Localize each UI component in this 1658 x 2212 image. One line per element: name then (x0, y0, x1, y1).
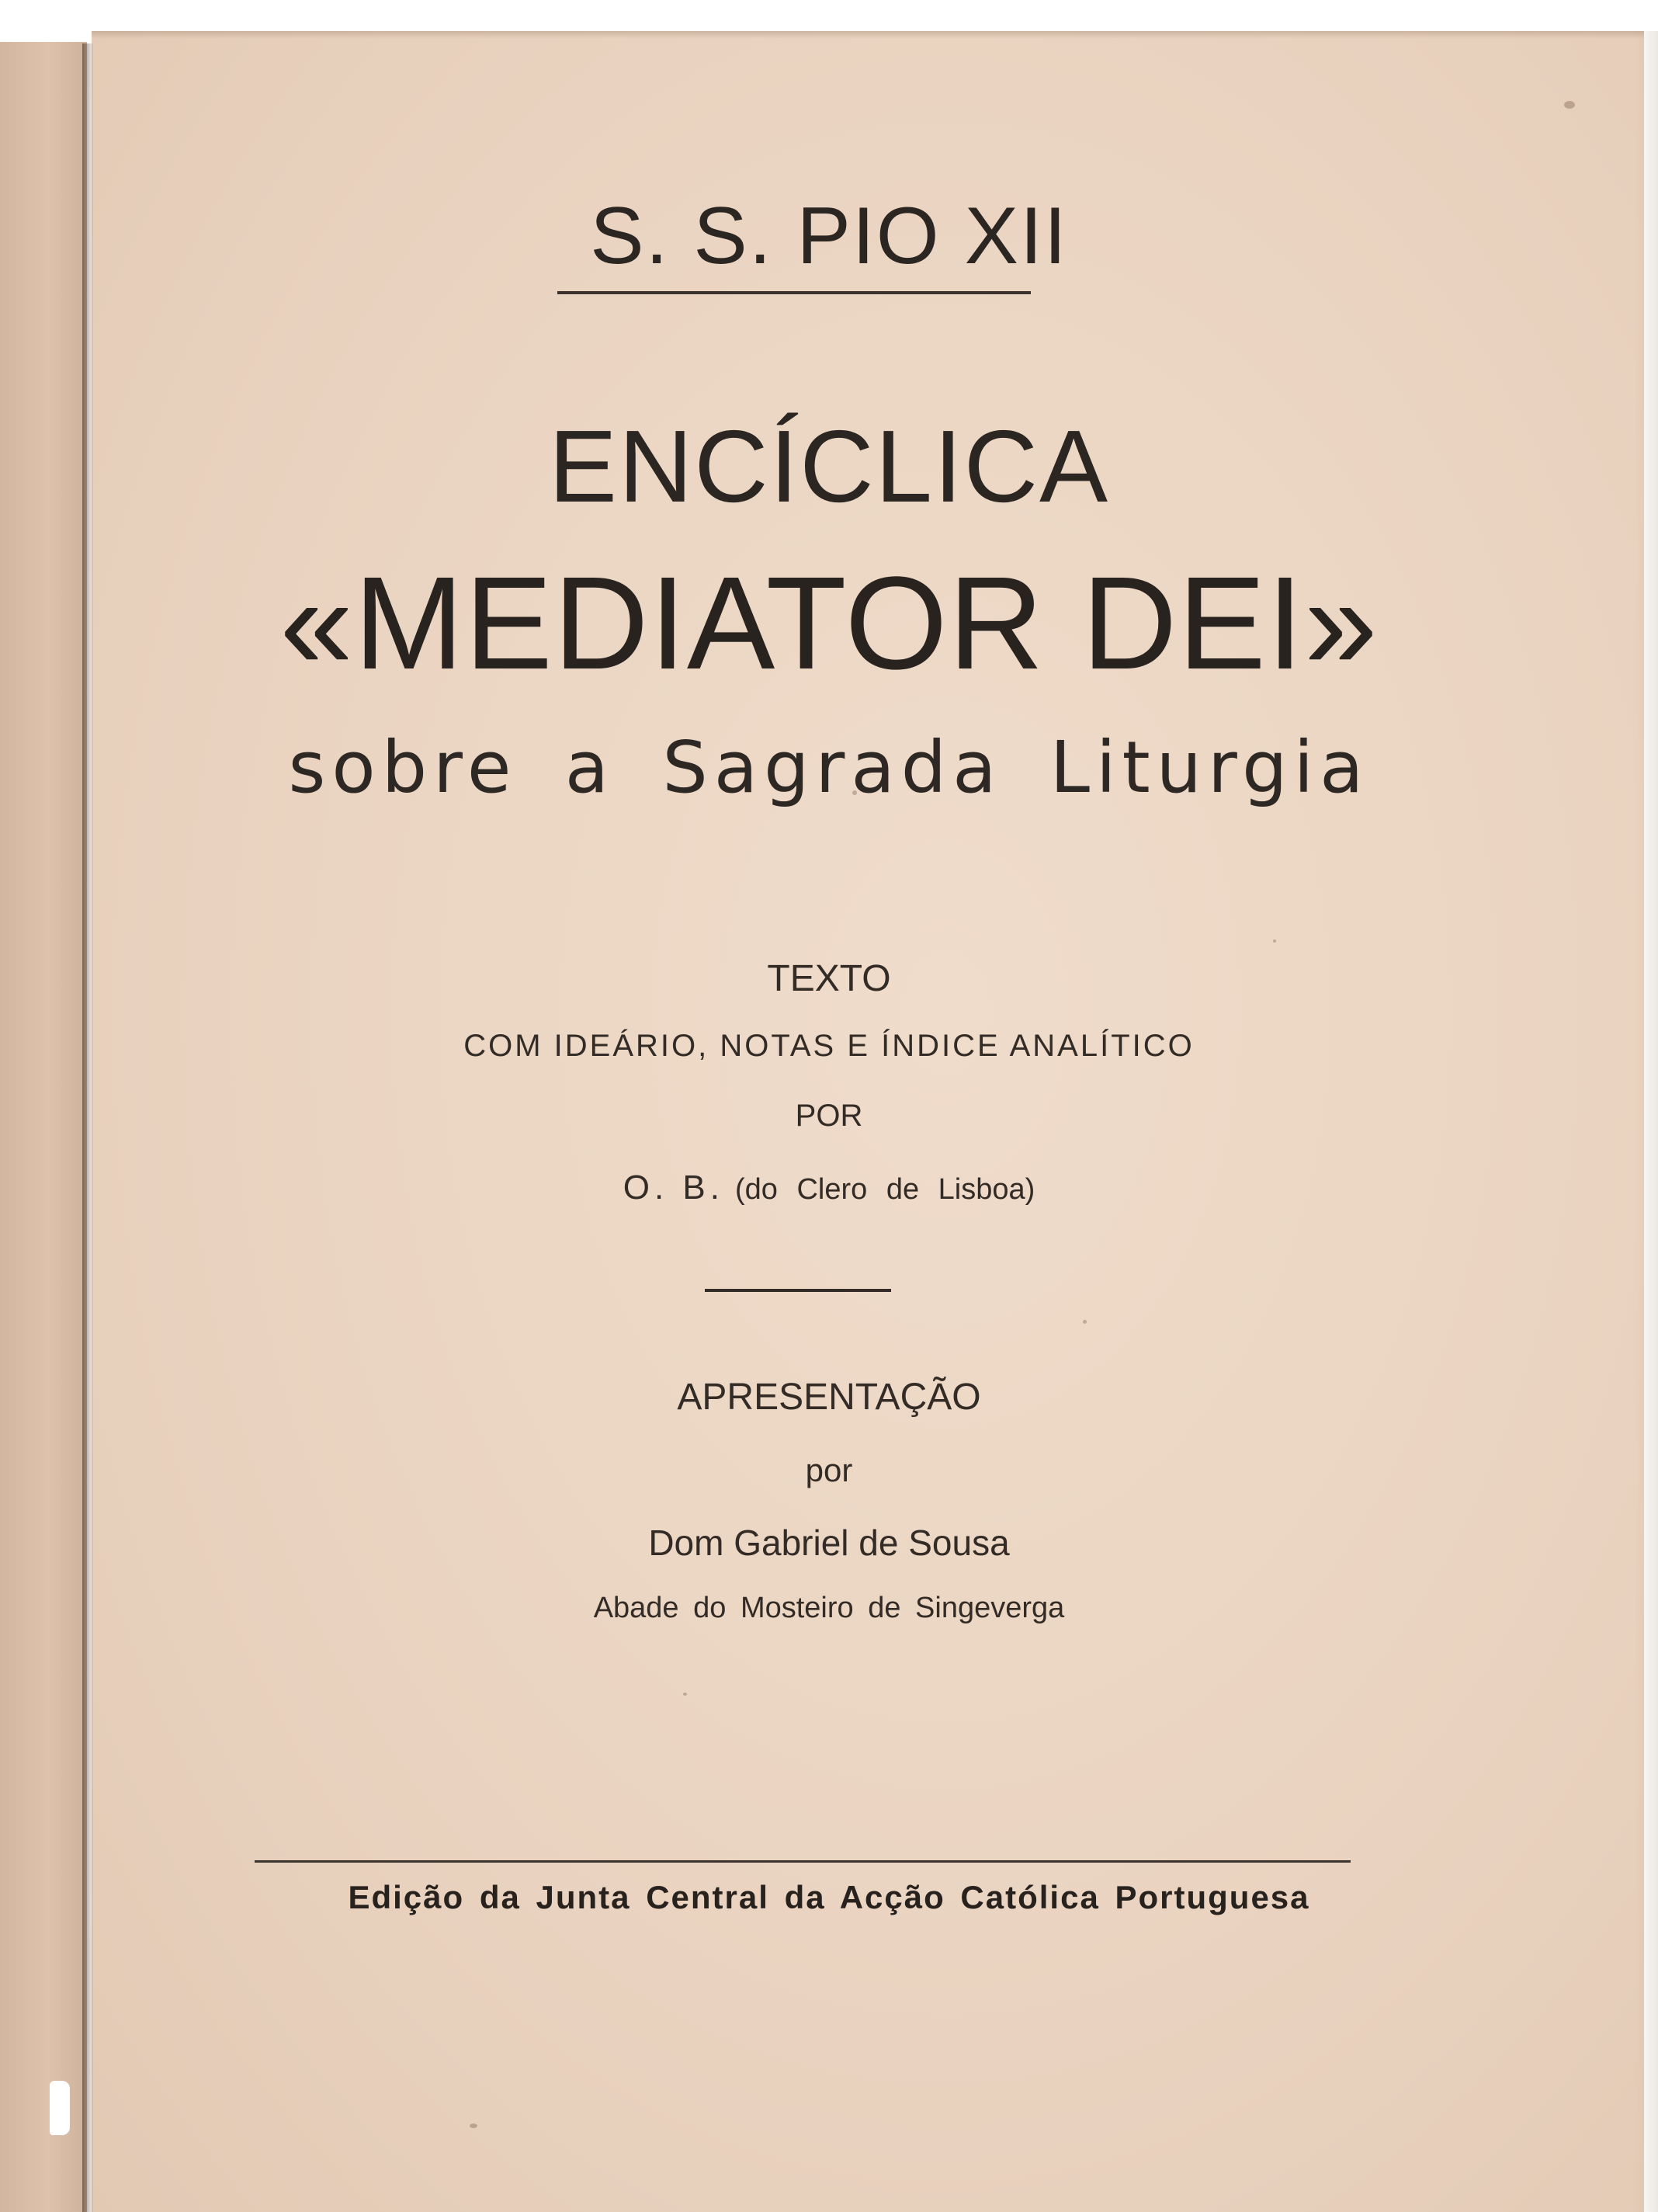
document-heading: ENCÍCLICA (548, 409, 1110, 523)
page-top-edge (92, 31, 1644, 39)
section-divider (705, 1289, 891, 1292)
paper-speck (1564, 101, 1575, 109)
author-name: S. S. PIO XII (590, 191, 1068, 281)
scan-background (0, 0, 1658, 26)
por-label: POR (795, 1099, 863, 1133)
texto-label: TEXTO (767, 958, 891, 999)
presentation-label: APRESENTAÇÃO (677, 1377, 981, 1418)
paper-speck (1273, 939, 1276, 943)
presenter-name: Dom Gabriel de Sousa (648, 1523, 1010, 1563)
document-subtitle: sobre a Sagrada Liturgia (288, 726, 1370, 809)
editor-line (0, 1169, 1658, 1207)
author-underline (557, 291, 1031, 294)
publisher-line: Edição da Junta Central da Acção Católica Portuguesa (348, 1879, 1310, 1915)
document-title: «MEDIATOR DEI» (279, 550, 1379, 697)
page-tear (50, 2081, 70, 2135)
publisher-rule (255, 1860, 1351, 1863)
presenter-role: Abade do Mosteiro de Singeverga (593, 1592, 1065, 1624)
texto-detail: COM IDEÁRIO, NOTAS E ÍNDICE ANALÍTICO (463, 1029, 1195, 1063)
editor-note: (do Clero de Lisboa) (734, 1173, 1035, 1206)
paper-speck (470, 2123, 477, 2128)
presentation-by: por (805, 1452, 853, 1488)
paper-speck (683, 1693, 687, 1696)
editor-initials: O. B. (623, 1169, 724, 1207)
paper-speck (1083, 1320, 1087, 1324)
